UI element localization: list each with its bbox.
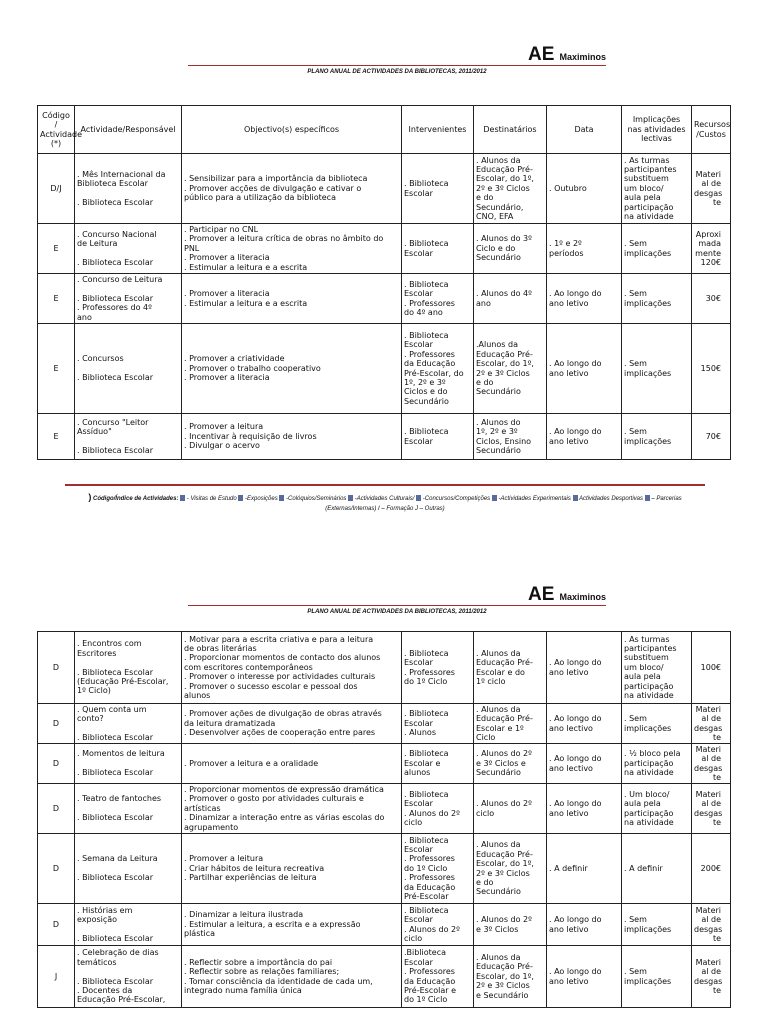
recipients-cell: . Alunos da Educação Pré- Escolar e do 1º ciclo (474, 632, 547, 704)
header-rule (188, 65, 606, 66)
table-row (38, 904, 731, 946)
objectives-cell: . Motivar para a escrita criativa e para a leitura de obras literárias . Proporcionar momentos de contacto dos alunos com escritores contemporâneos . Promover o interesse por actividades culturais . Promover o sucesso escolar e pessoal dos alunos (182, 632, 402, 704)
implications-cell: . Sem implicações (622, 904, 692, 946)
table-row (38, 704, 731, 744)
legend-item-text: – Parcerias (649, 496, 682, 502)
cost-cell: 70€ (692, 414, 731, 460)
participants-cell: . Biblioteca Escolar . Alunos do 2º ciclo (402, 904, 474, 946)
activity-cell: . Concursos . Biblioteca Escolar (75, 324, 182, 414)
code-cell: D (38, 632, 75, 704)
objectives-cell: . Dinamizar a leitura ilustrada . Estimular a leitura, a escrita e a expressão plástica (182, 904, 402, 946)
activity-cell: . Semana da Leitura . Biblioteca Escolar (75, 834, 182, 904)
legend-items (180, 496, 682, 502)
cost-cell: Materi al de desgas te (692, 784, 731, 834)
participants-cell: . Biblioteca Escolar . Professores da Educação Pré-Escolar, do 1º, 2º e 3º Ciclos e do Secundário (402, 324, 474, 414)
date-cell: . Ao longo do ano letivo (547, 274, 622, 324)
legend-item-text: -Actividades Culturais/ (353, 496, 417, 502)
objectives-cell: . Reflectir sobre a importância do pai . Reflectir sobre as relações familiares; . Tomar consciência da identidade de cada um, integrado numa família única (182, 946, 402, 1008)
cost-cell: Materi al de desgas te (692, 744, 731, 784)
legend-item-text: -Exposições (243, 496, 280, 502)
participants-cell: . Biblioteca Escolar e alunos (402, 744, 474, 784)
activity-cell: . Concurso de Leitura . Biblioteca Escolar . Professores do 4º ano (75, 274, 182, 324)
code-cell: D (38, 834, 75, 904)
brand-logo (528, 44, 606, 66)
recipients-cell: . Alunos do 3º Ciclo e do Secundário (474, 224, 547, 274)
objectives-cell: . Promover a leitura . Criar hábitos de leitura recreativa . Partilhar experiências de leitura (182, 834, 402, 904)
implications-cell: . A definir (622, 834, 692, 904)
recipients-cell: . Alunos do 1º, 2º e 3º Ciclos, Ensino Secundário (474, 414, 547, 460)
participants-cell: . Biblioteca Escolar (402, 414, 474, 460)
legend-paren: ) (88, 492, 92, 502)
header-rule-2 (188, 605, 606, 606)
participants-cell: . Biblioteca Escolar . Professores do 1º Ciclo . Professores da Educação Pré-Escolar (402, 834, 474, 904)
code-cell: D (38, 704, 75, 744)
date-cell: . A definir (547, 834, 622, 904)
participants-cell: . Biblioteca Escolar . Alunos do 2º ciclo (402, 784, 474, 834)
date-cell: . Outubro (547, 154, 622, 224)
activity-cell: . Celebração de dias temáticos . Biblioteca Escolar . Docentes da Educação Pré-Escolar, (75, 946, 182, 1008)
table-header-row (38, 106, 731, 154)
column-header: Implicações nas atividades lectivas (622, 106, 692, 154)
table-row (38, 744, 731, 784)
cost-cell: Materi al de desgas te (692, 946, 731, 1008)
date-cell: . Ao longo do ano letivo (547, 904, 622, 946)
legend-item-text: - Visitas de Estudo (185, 496, 239, 502)
participants-cell: . Biblioteca Escolar . Professores do 1º Ciclo (402, 632, 474, 704)
table-row (38, 414, 731, 460)
implications-cell: . As turmas participantes substituem um bloco/ aula pela participação na atividade (622, 154, 692, 224)
table-row (38, 274, 731, 324)
cost-cell: 30€ (692, 274, 731, 324)
column-header: Destinatários (474, 106, 547, 154)
objectives-cell: . Sensibilizar para a importância da biblioteca . Promover acções de divulgação e cativar o público para a utilização da biblioteca (182, 154, 402, 224)
code-cell: E (38, 224, 75, 274)
implications-cell: . As turmas participantes substituem um bloco/ aula pela participação na atividade (622, 632, 692, 704)
objectives-cell: . Proporcionar momentos de expressão dramática . Promover o gosto por atividades culturais e artísticas . Dinamizar a interação entre as várias escolas do agrupamento (182, 784, 402, 834)
table-row (38, 224, 731, 274)
recipients-cell: . Alunos da Educação Pré- Escolar, do 1º, 2º e 3º Ciclos e Secundário (474, 946, 547, 1008)
participants-cell: . Biblioteca Escolar (402, 224, 474, 274)
table-row (38, 154, 731, 224)
cost-cell: 150€ (692, 324, 731, 414)
date-cell: . Ao longo do ano letivo (547, 324, 622, 414)
activity-cell: . Encontros com Escritores . Biblioteca Escolar (Educação Pré-Escolar, 1º Ciclo) (75, 632, 182, 704)
activity-cell: . Concurso Nacional de Leitura . Biblioteca Escolar (75, 224, 182, 274)
legend-label: Código/Índice de Actividades: (92, 496, 179, 502)
implications-cell: . Sem implicações (622, 324, 692, 414)
cost-cell: Materi al de desgas te (692, 704, 731, 744)
column-header: Recursos /Custos (692, 106, 731, 154)
implications-cell: . ½ bloco pela participação na atividade (622, 744, 692, 784)
legend-rule (65, 484, 705, 486)
brand-ae-2: AE (527, 584, 555, 605)
implications-cell: . Sem implicações (622, 414, 692, 460)
table-row (38, 834, 731, 904)
recipients-cell: . Alunos da Educação Pré- Escolar, do 1º, 2º e 3º Ciclos e do Secundário (474, 834, 547, 904)
implications-cell: . Sem implicações (622, 946, 692, 1008)
column-header: Data (547, 106, 622, 154)
objectives-cell: . Promover a criatividade . Promover o trabalho cooperativo . Promover a literacia (182, 324, 402, 414)
column-header: Código / Actividade (*) (38, 106, 75, 154)
participants-cell: . Biblioteca Escolar . Alunos (402, 704, 474, 744)
legend-item-text: Actividades Desportivas (577, 496, 645, 502)
recipients-cell: . Alunos do 2º e 3º Ciclos (474, 904, 547, 946)
brand-logo-2 (528, 584, 606, 606)
date-cell: . Ao longo do ano lectivo (547, 704, 622, 744)
brand-name: Maximinos (559, 52, 606, 62)
legend-item-text: -Actividades Experimentais (496, 496, 573, 502)
activity-cell: . Mês Internacional da Biblioteca Escolar . Biblioteca Escolar (75, 154, 182, 224)
activity-cell: . Teatro de fantoches . Biblioteca Escolar (75, 784, 182, 834)
recipients-cell: . Alunos do 2º e 3º Ciclos e Secundário (474, 744, 547, 784)
table-row (38, 946, 731, 1008)
participants-cell: . Biblioteca Escolar . Professores do 4º ano (402, 274, 474, 324)
brand-name-2: Maximinos (559, 592, 606, 602)
date-cell: . Ao longo do ano letivo (547, 946, 622, 1008)
implications-cell: . Sem implicações (622, 274, 692, 324)
page1-header (188, 44, 606, 84)
page-subtitle-2: PLANO ANUAL DE ACTIVIDADES DA BIBLIOTECAS, 2011/2012 (307, 609, 487, 615)
activity-cell: . Concurso "Leitor Assíduo" . Biblioteca Escolar (75, 414, 182, 460)
date-cell: . Ao longo do ano letivo (547, 632, 622, 704)
participants-cell: . Biblioteca Escolar (402, 154, 474, 224)
objectives-cell: . Promover a literacia . Estimular a leitura e a escrita (182, 274, 402, 324)
page2-header (188, 584, 606, 624)
column-header: Intervenientes (402, 106, 474, 154)
code-cell: J (38, 946, 75, 1008)
legend-text (65, 492, 705, 514)
column-header: Actividade/Responsável (75, 106, 182, 154)
objectives-cell: . Promover a leitura e a oralidade (182, 744, 402, 784)
cost-cell: 200€ (692, 834, 731, 904)
code-cell: E (38, 414, 75, 460)
table-row (38, 784, 731, 834)
activities-table-1 (37, 105, 731, 460)
column-header: Objectivo(s) específicos (182, 106, 402, 154)
cost-cell: Aproxi mada mente 120€ (692, 224, 731, 274)
participants-cell: .Biblioteca Escolar . Professores da Educação Pré-Escolar e do 1º Ciclo (402, 946, 474, 1008)
objectives-cell: . Promover a leitura . Incentivar à requisição de livros . Divulgar o acervo (182, 414, 402, 460)
legend-item-text: -Colóquios/Seminários (284, 496, 349, 502)
objectives-cell: . Promover ações de divulgação de obras através da leitura dramatizada . Desenvolver ações de cooperação entre pares (182, 704, 402, 744)
date-cell: . Ao longo do ano lectivo (547, 744, 622, 784)
code-cell: D/J (38, 154, 75, 224)
cost-cell: Materi al de desgas te (692, 154, 731, 224)
page-subtitle: PLANO ANUAL DE ACTIVIDADES DA BIBLIOTECAS, 2011/2012 (307, 69, 487, 75)
objectives-cell: . Participar no CNL . Promover a leitura crítica de obras no âmbito do PNL . Promover a literacia . Estimular a leitura e a escrita (182, 224, 402, 274)
implications-cell: . Sem implicações (622, 704, 692, 744)
code-cell: D (38, 784, 75, 834)
implications-cell: . Um bloco/ aula pela participação na atividade (622, 784, 692, 834)
code-cell: D (38, 904, 75, 946)
activity-cell: . Histórias em exposição . Biblioteca Escolar (75, 904, 182, 946)
recipients-cell: . Alunos do 4º ano (474, 274, 547, 324)
recipients-cell: . Alunos da Educação Pré- Escolar, do 1º, 2º e 3º Ciclos e do Secundário, CNO, EFA (474, 154, 547, 224)
cost-cell: Materi al de desgas te (692, 904, 731, 946)
recipients-cell: . Alunos do 2º ciclo (474, 784, 547, 834)
cost-cell: 100€ (692, 632, 731, 704)
brand-ae: AE (527, 44, 555, 65)
recipients-cell: .Alunos da Educação Pré- Escolar, do 1º, 2º e 3º Ciclos e do Secundário (474, 324, 547, 414)
code-cell: E (38, 324, 75, 414)
activities-table-2 (37, 631, 731, 1008)
activity-cell: . Momentos de leitura . Biblioteca Escolar (75, 744, 182, 784)
recipients-cell: . Alunos da Educação Pré- Escolar e 1º Ciclo (474, 704, 547, 744)
implications-cell: . Sem implicações (622, 224, 692, 274)
legend-item-text: -Concursos/Competições (421, 496, 492, 502)
table-row (38, 324, 731, 414)
date-cell: . Ao longo do ano letivo (547, 414, 622, 460)
legend-line2: (Externas/Internas) I – Formação J – Outras) (325, 506, 445, 512)
table-row (38, 632, 731, 704)
date-cell: . Ao longo do ano letivo (547, 784, 622, 834)
code-cell: D (38, 744, 75, 784)
activity-cell: . Quem conta um conto? . Biblioteca Escolar (75, 704, 182, 744)
code-cell: E (38, 274, 75, 324)
date-cell: . 1º e 2º períodos (547, 224, 622, 274)
